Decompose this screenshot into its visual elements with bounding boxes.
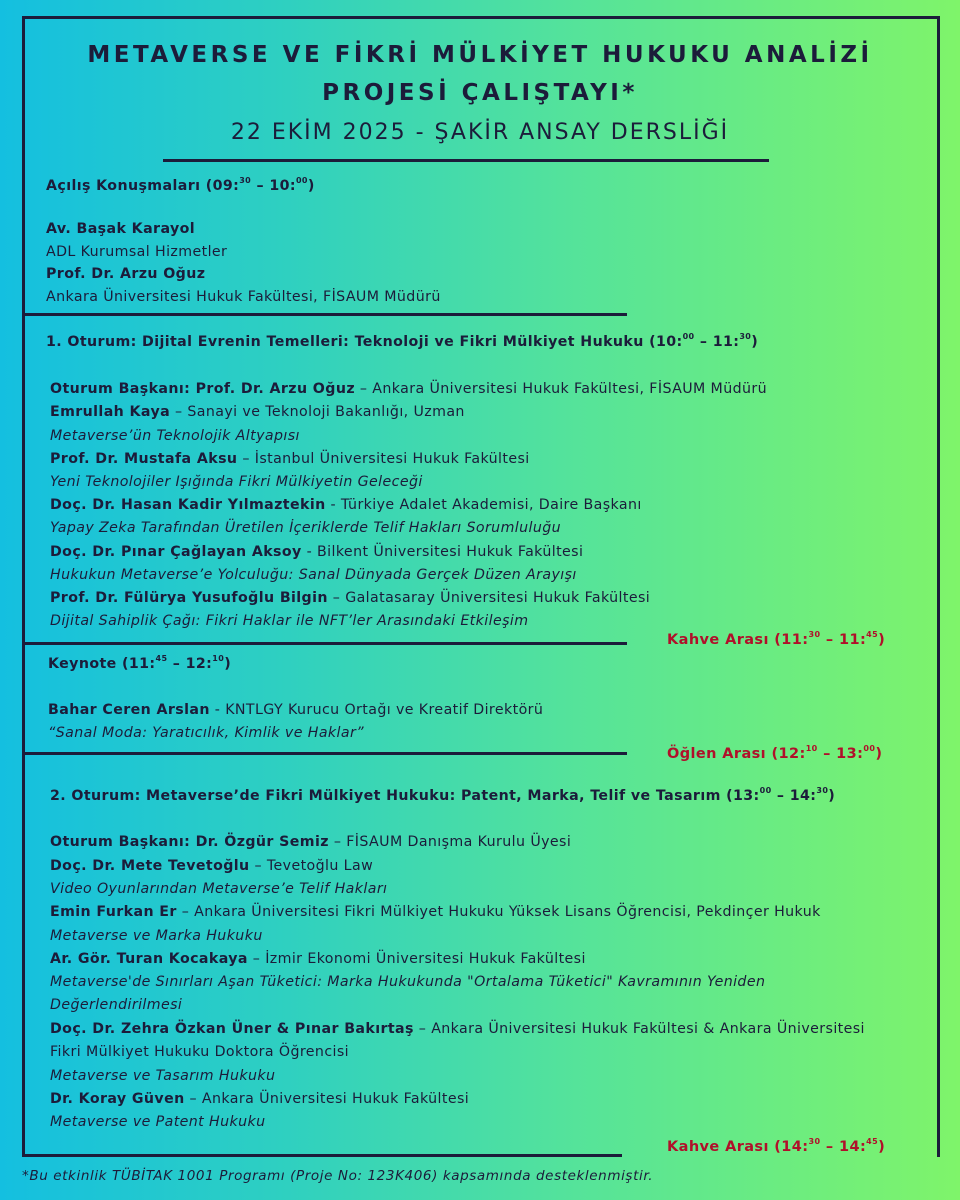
section-divider <box>22 313 627 316</box>
talk-speaker: Prof. Dr. Fülürya Yusufoğlu Bilgin – Galatasaray Üniversitesi Hukuk Fakültesi <box>50 590 651 606</box>
page-title-line2: PROJESİ ÇALIŞTAYI* <box>322 80 638 106</box>
opening-speaker-name: Prof. Dr. Arzu Oğuz <box>46 266 206 282</box>
opening-speaker-affiliation: Ankara Üniversitesi Hukuk Fakültesi, FİSAUM Müdürü <box>46 289 441 305</box>
talk-title-continued: Değerlendirilmesi <box>50 997 183 1013</box>
talk-title: Video Oyunlarından Metaverse’e Telif Hakları <box>50 881 388 897</box>
talk-title: Metaverse’ün Teknolojik Altyapısı <box>50 428 300 444</box>
keynote-speaker: Bahar Ceren Arslan - KNTLGY Kurucu Ortağı ve Kreatif Direktörü <box>48 702 544 718</box>
keynote-title: “Sanal Moda: Yaratıcılık, Kimlik ve Haklar” <box>48 725 364 741</box>
talk-speaker: Doç. Dr. Pınar Çağlayan Aksoy - Bilkent Üniversitesi Hukuk Fakültesi <box>50 544 584 560</box>
opening-speaker-affiliation: ADL Kurumsal Hizmetler <box>46 244 228 260</box>
talk-title: Dijital Sahiplik Çağı: Fikri Haklar ile NFT’ler Arasındaki Etkileşim <box>50 613 529 629</box>
talk-speaker: Ar. Gör. Turan Kocakaya – İzmir Ekonomi Üniversitesi Hukuk Fakültesi <box>50 951 586 967</box>
frame-left-border <box>22 16 25 1157</box>
date-venue: 22 EKİM 2025 - ŞAKİR ANSAY DERSLİĞİ <box>230 120 730 145</box>
frame-right-border <box>937 16 940 1157</box>
keynote-heading: Keynote (11:$^{45}$ – 12:$^{10}$) <box>48 654 232 672</box>
section-divider <box>22 642 627 645</box>
talk-title: Hukukun Metaverse’e Yolculuğu: Sanal Dünyada Gerçek Düzen Arayışı <box>50 567 577 583</box>
talk-speaker: Doç. Dr. Hasan Kadir Yılmaztekin - Türkiye Adalet Akademisi, Daire Başkanı <box>50 497 642 513</box>
page-title-line1: METAVERSE VE FİKRİ MÜLKİYET HUKUKU ANALİZİ <box>87 42 873 68</box>
session2-heading: 2. Oturum: Metaverse’de Fikri Mülkiyet Hukuku: Patent, Marka, Telif ve Tasarım (13:$^{00}$ – 14:$^{30}$) <box>50 786 836 804</box>
session2-chair: Oturum Başkanı: Dr. Özgür Semiz – FİSAUM Danışma Kurulu Üyesi <box>50 834 572 850</box>
talk-title: Metaverse ve Patent Hukuku <box>50 1114 266 1130</box>
opening-speaker-name: Av. Başak Karayol <box>46 221 196 237</box>
lunch-break: Öğlen Arası (12:$^{10}$ – 13:$^{00}$) <box>667 744 883 762</box>
talk-title: Yapay Zeka Tarafından Üretilen İçeriklerde Telif Hakları Sorumluluğu <box>50 520 562 536</box>
talk-title: Metaverse'de Sınırları Aşan Tüketici: Marka Hukukunda "Ortalama Tüketici" Kavramının Yeniden <box>50 974 766 990</box>
frame-top-border <box>22 16 940 19</box>
talk-affiliation-continued: Fikri Mülkiyet Hukuku Doktora Öğrencisi <box>50 1044 350 1060</box>
talk-speaker: Emin Furkan Er – Ankara Üniversitesi Fikri Mülkiyet Hukuku Yüksek Lisans Öğrencisi, Pekdinçer Hukuk <box>50 904 821 920</box>
session1-chair: Oturum Başkanı: Prof. Dr. Arzu Oğuz – Ankara Üniversitesi Hukuk Fakültesi, FİSAUM Müdürü <box>50 381 768 397</box>
coffee-break-2: Kahve Arası (14:$^{30}$ – 14:$^{45}$) <box>667 1137 886 1155</box>
funding-footnote: *Bu etkinlik TÜBİTAK 1001 Programı (Proje No: 123K406) kapsamında desteklenmiştir. <box>22 1168 654 1184</box>
talk-title: Yeni Teknolojiler Işığında Fikri Mülkiyetin Geleceği <box>50 474 423 490</box>
talk-speaker: Prof. Dr. Mustafa Aksu – İstanbul Üniversitesi Hukuk Fakültesi <box>50 451 530 467</box>
opening-heading: Açılış Konuşmaları (09:$^{30}$ – 10:$^{00}$) <box>46 176 315 194</box>
talk-speaker: Doç. Dr. Mete Tevetoğlu – Tevetoğlu Law <box>50 858 374 874</box>
session1-heading: 1. Oturum: Dijital Evrenin Temelleri: Teknoloji ve Fikri Mülkiyet Hukuku (10:$^{00}$ – 11:$^{30}$) <box>46 332 759 350</box>
talk-speaker: Dr. Koray Güven – Ankara Üniversitesi Hukuk Fakültesi <box>50 1091 470 1107</box>
title-divider <box>163 159 769 162</box>
talk-speaker: Emrullah Kaya – Sanayi ve Teknoloji Bakanlığı, Uzman <box>50 404 465 420</box>
section-divider <box>22 752 627 755</box>
coffee-break-1: Kahve Arası (11:$^{30}$ – 11:$^{45}$) <box>667 630 886 648</box>
frame-bottom-border <box>22 1154 622 1157</box>
talk-speaker: Doç. Dr. Zehra Özkan Üner & Pınar Bakırtaş – Ankara Üniversitesi Hukuk Fakültesi & Ankara Üniversitesi <box>50 1021 865 1037</box>
talk-title: Metaverse ve Tasarım Hukuku <box>50 1068 276 1084</box>
talk-title: Metaverse ve Marka Hukuku <box>50 928 263 944</box>
